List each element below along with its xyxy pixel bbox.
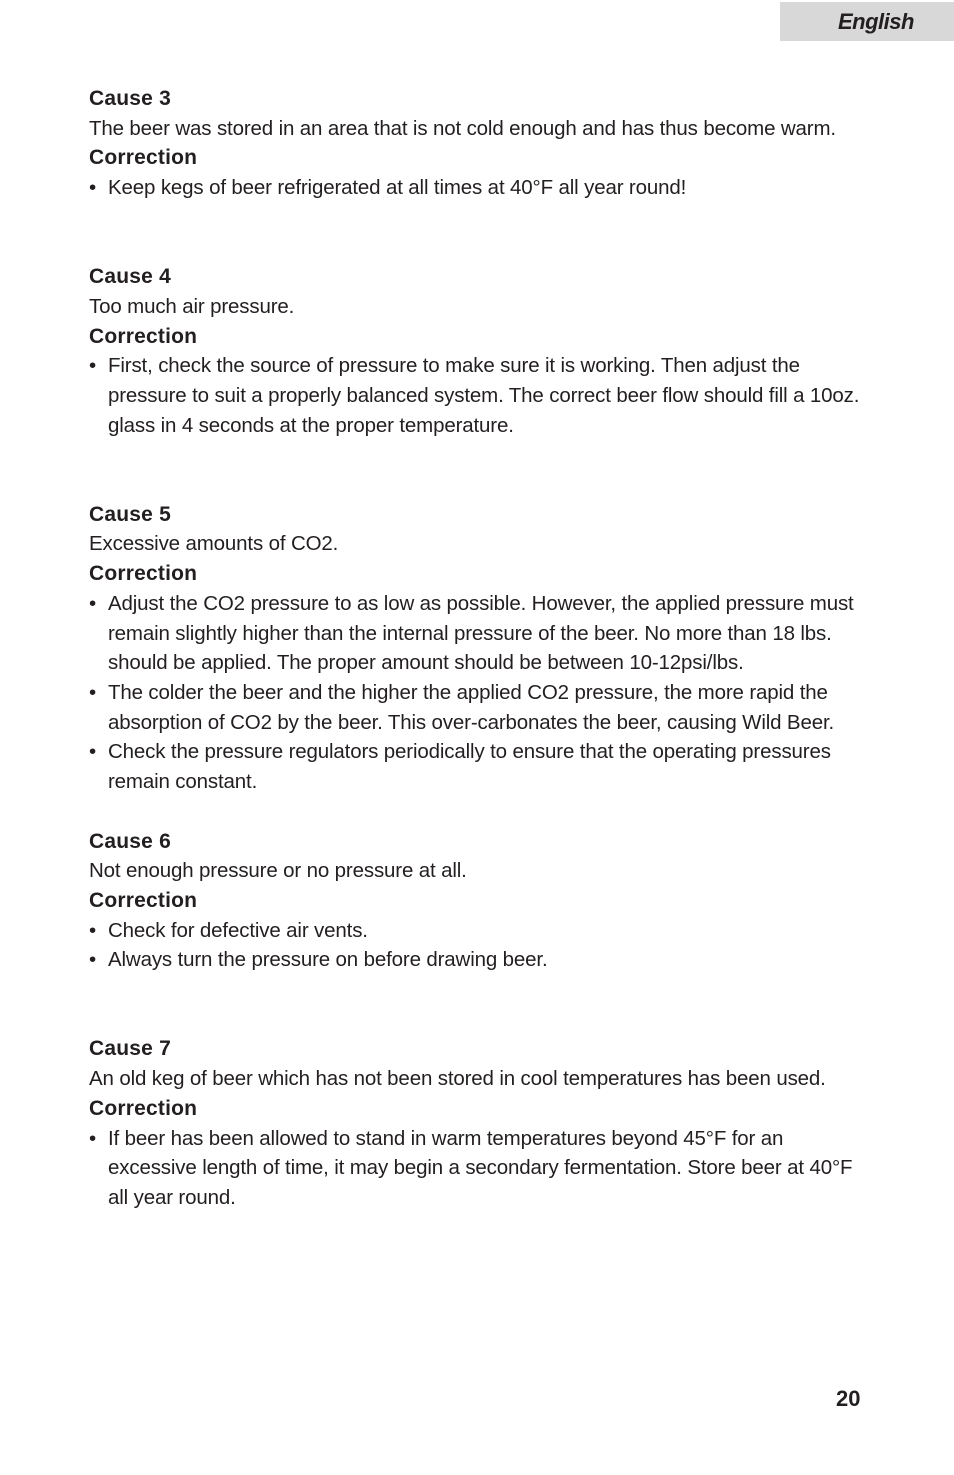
cause-description: Excessive amounts of CO2. xyxy=(89,532,339,556)
section-spacer xyxy=(89,1005,869,1035)
correction-label: Correction xyxy=(89,888,198,912)
correction-list xyxy=(89,351,869,440)
cause-title: Cause 7 xyxy=(89,1037,171,1061)
cause-3-section xyxy=(89,84,869,203)
cause-description: Too much air pressure. xyxy=(89,294,295,318)
correction-label: Correction xyxy=(89,324,198,348)
correction-item: • Keep kegs of beer refrigerated at all times at 40°F all year round! xyxy=(89,173,869,203)
section-spacer xyxy=(89,470,869,500)
section-spacer xyxy=(89,440,869,470)
section-spacer xyxy=(89,975,869,1005)
correction-item: • Check for defective air vents. xyxy=(89,916,869,946)
cause-title: Cause 5 xyxy=(89,502,171,526)
cause-4-section xyxy=(89,262,869,440)
correction-item: • First, check the source of pressure to make sure it is working. Then adjust the pressure to suit a properly balanced system. The correct beer flow should fill a 10oz. glass in 4 seconds at the proper temperature. xyxy=(89,351,869,440)
correction-item: • Always turn the pressure on before drawing beer. xyxy=(89,945,869,975)
cause-title: Cause 6 xyxy=(89,829,171,853)
cause-description: The beer was stored in an area that is not cold enough and has thus become warm. xyxy=(89,116,836,140)
correction-label: Correction xyxy=(89,562,198,586)
section-spacer xyxy=(89,233,869,263)
correction-item: • Check the pressure regulators periodically to ensure that the operating pressures remain constant. xyxy=(89,737,869,796)
cause-6-section xyxy=(89,827,869,976)
correction-item: • The colder the beer and the higher the applied CO2 pressure, the more rapid the absorption of CO2 by the beer. This over-carbonates the beer, causing Wild Beer. xyxy=(89,678,869,737)
troubleshooting-content xyxy=(89,84,869,1213)
cause-description: An old keg of beer which has not been stored in cool temperatures has been used. xyxy=(89,1067,826,1091)
cause-title: Cause 3 xyxy=(89,87,171,110)
correction-label: Correction xyxy=(89,1096,198,1120)
language-tab: English xyxy=(780,2,954,41)
correction-label: Correction xyxy=(89,146,198,170)
correction-item: • If beer has been allowed to stand in warm temperatures beyond 45°F for an excessive length of time, it may begin a secondary fermentation. Store beer at 40°F all year round. xyxy=(89,1124,869,1213)
correction-item: • Adjust the CO2 pressure to as low as possible. However, the applied pressure must remain slightly higher than the internal pressure of the beer. No more than 18 lbs. should be applied. The proper amount should be between 10-12psi/lbs. xyxy=(89,589,869,678)
cause-5-section xyxy=(89,500,869,797)
section-spacer xyxy=(89,203,869,233)
section-spacer xyxy=(89,797,869,827)
correction-list xyxy=(89,1124,869,1213)
page-number: 20 xyxy=(836,1386,861,1411)
cause-description: Not enough pressure or no pressure at all. xyxy=(89,859,467,883)
correction-list xyxy=(89,173,869,203)
cause-7-section xyxy=(89,1034,869,1212)
cause-title: Cause 4 xyxy=(89,265,171,289)
correction-list xyxy=(89,916,869,975)
correction-list xyxy=(89,589,869,797)
